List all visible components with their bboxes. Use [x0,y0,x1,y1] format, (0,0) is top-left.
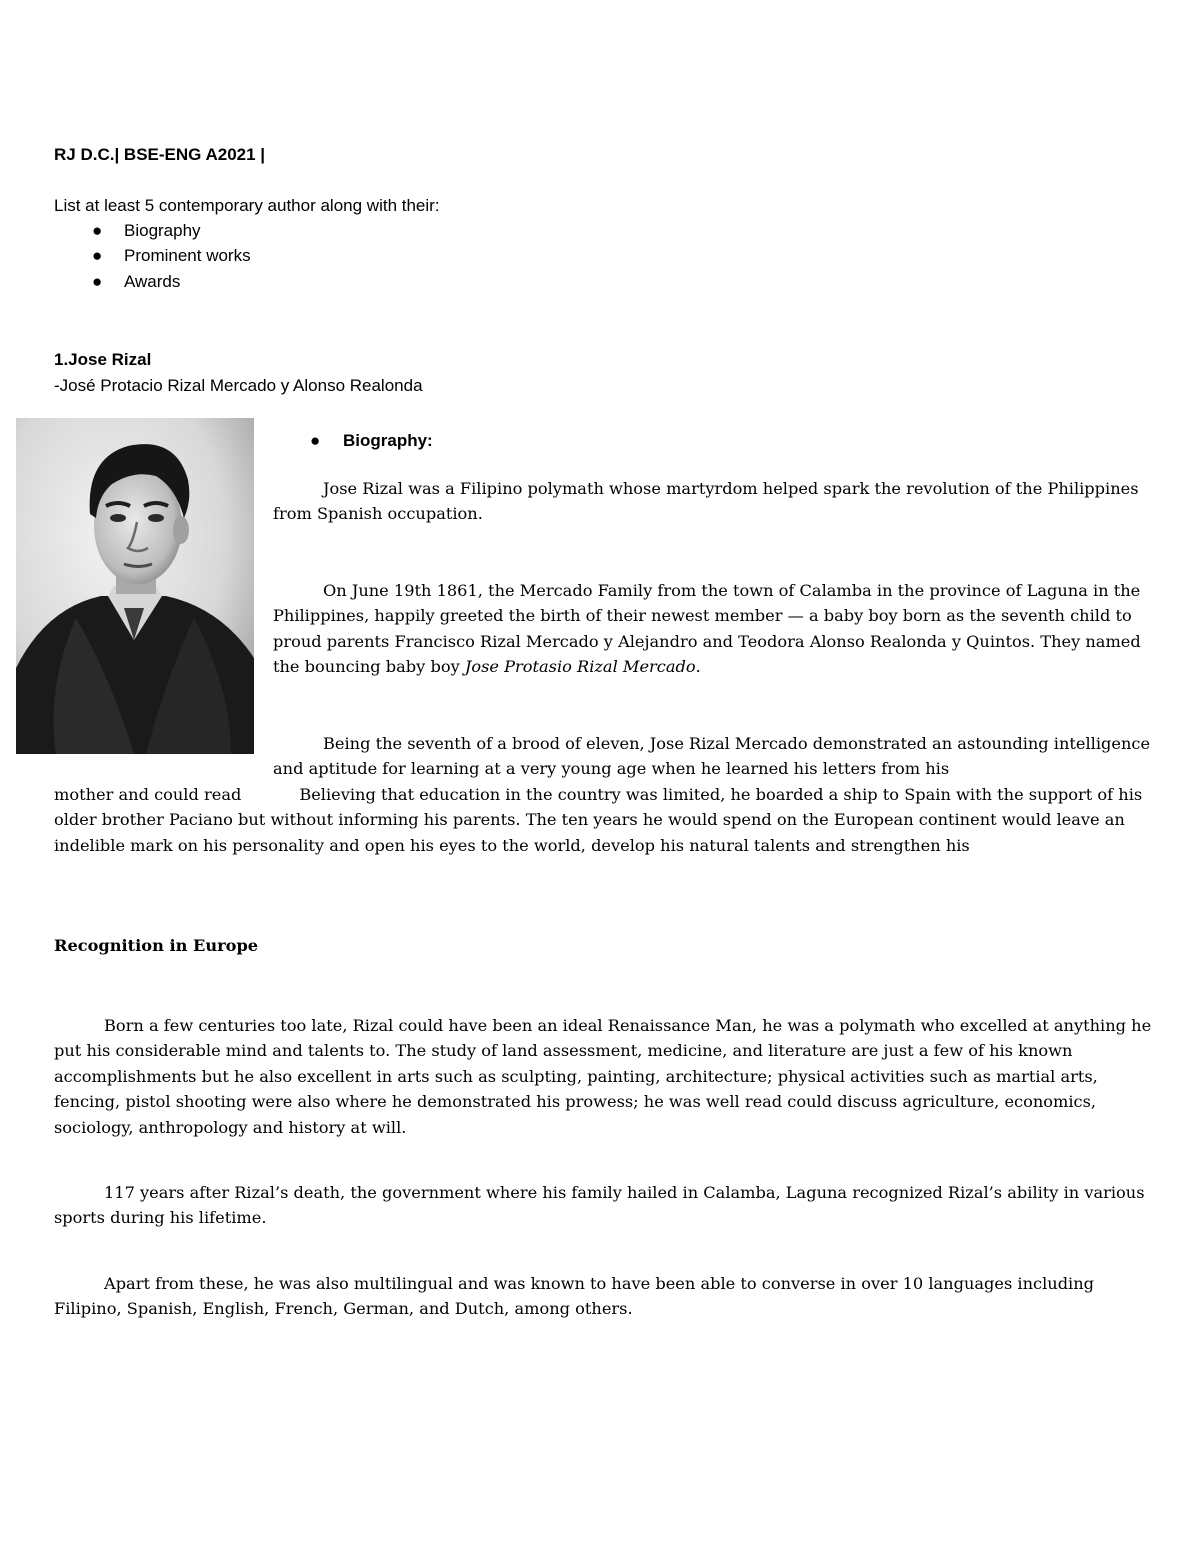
jose-rizal-portrait-image [16,418,254,754]
recognition-section-heading: Recognition in Europe [54,936,259,955]
biography-paragraph-3-continued: mother and could read Believing that education in the country was limited, he boarded a ship to Spain with the support of his older brother Paciano but without informing his parents. The ten years he would spend on the European continent would leave an indelible mark on his personality and open his eyes to the world, develop his natural talents and strengthen his [54,785,1143,855]
bullet-item-awards: ● Awards [92,272,181,291]
assignment-instruction: List at least 5 contemporary author along with their: [54,196,440,215]
bullet-dot-icon: ● [92,272,103,291]
birth-name-italic: Jose Protasio Rizal Mercado [464,657,696,677]
biography-paragraph-1: Jose Rizal was a Filipino polymath whose martyrdom helped spark the revolution of the Philippines from Spanish occupation. [273,479,1139,524]
recognition-paragraph-2: 117 years after Rizal’s death, the government where his family hailed in Calamba, Laguna recognized Rizal’s ability in various sports during his lifetime. [54,1183,1145,1228]
author-full-name: -José Protacio Rizal Mercado y Alonso Realonda [54,376,423,395]
bullet-dot-icon: ● [92,246,103,265]
biography-heading: ● Biography: [310,431,433,450]
bullet-item-biography: ● Biography [92,221,201,240]
bullet-dot-icon: ● [92,221,103,240]
recognition-paragraph-3: Apart from these, he was also multilingual and was known to have been able to converse in over 10 languages including Filipino, Spanish, English, French, German, and Dutch, among others. [54,1274,1095,1319]
bullet-item-prominent-works: ● Prominent works [92,246,251,265]
author-name-heading: 1.Jose Rizal [54,350,152,369]
bullet-dot-icon: ● [310,431,321,450]
biography-paragraph-3-start: Being the seventh of a brood of eleven, Jose Rizal Mercado demonstrated an astounding intelligence and aptitude for learning at a very young age when he learned his letters from his [273,734,1151,779]
document-header: RJ D.C.| BSE-ENG A2021 | [54,145,266,164]
recognition-paragraph-1: Born a few centuries too late, Rizal could have been an ideal Renaissance Man, he was a polymath who excelled at anything he put his considerable mind and talents to. The study of land assessment, medicine, and literature are just a few of his known accomplishments but he also excellent in arts such as sculpting, painting, architecture; physical activities such as martial arts, fencing, pistol shooting were also where he demonstrated his prowess; he was well read could discuss agriculture, economics, sociology, anthropology and history at will. [54,1016,1152,1137]
biography-paragraph-2: On June 19th 1861, the Mercado Family from the town of Calamba in the province of Laguna in the Philippines, happily greeted the birth of their newest member — a baby boy born as the seventh child to proud parents Francisco Rizal Mercado y Alejandro and Teodora Alonso Realonda y Quintos. They named the bouncing baby boy Jose Protasio Rizal Mercado. [273,581,1141,677]
